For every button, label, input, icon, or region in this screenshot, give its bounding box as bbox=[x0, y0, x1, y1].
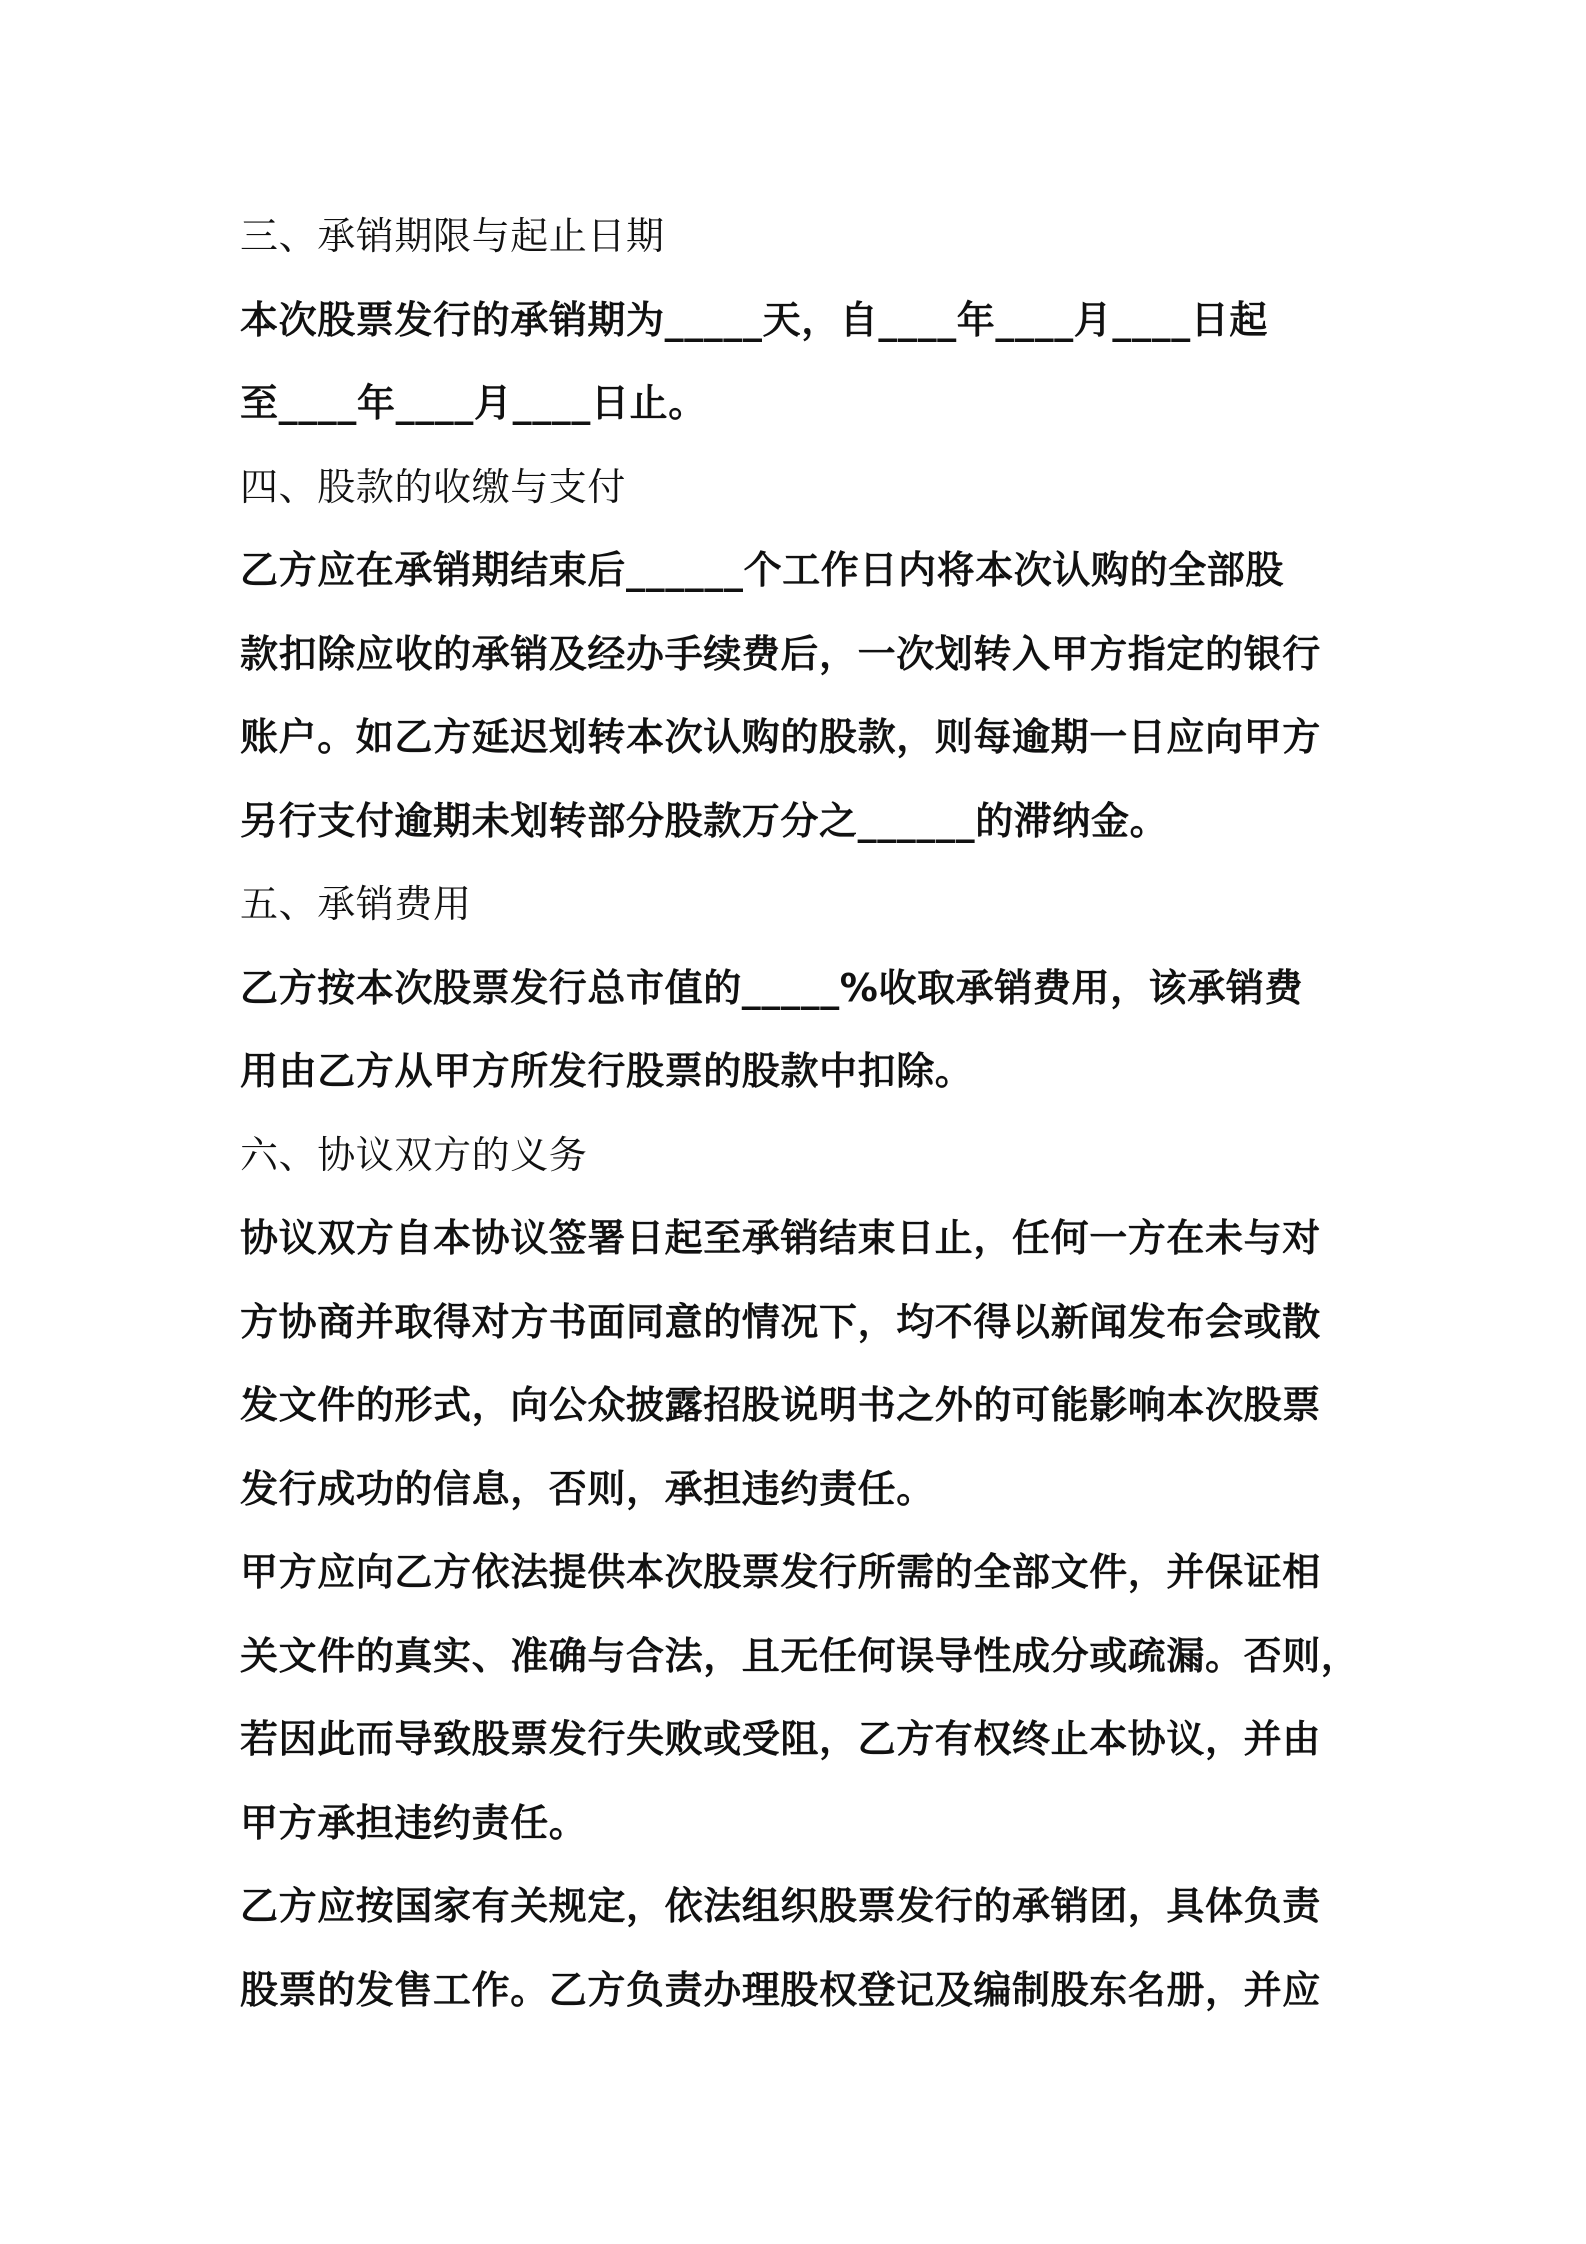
paragraph-line: 乙方应在承销期结束后______个工作日内将本次认购的全部股 bbox=[240, 548, 1285, 592]
paragraph-line: 发文件的形式，向公众披露招股说明书之外的可能影响本次股票 bbox=[240, 1383, 1321, 1427]
section-heading: 四、股款的收缴与支付 bbox=[240, 464, 627, 509]
paragraph-line: 另行支付逾期未划转部分股款万分之______的滞纳金。 bbox=[240, 798, 1169, 843]
paragraph-line: 账户。如乙方延迟划转本次认购的股款，则每逾期一日应向甲方 bbox=[240, 715, 1321, 759]
paragraph-line: 本次股票发行的承销期为_____天，自____年____月____日起 bbox=[240, 297, 1269, 342]
paragraph-line: 甲方应向乙方依法提供本次股票发行所需的全部文件，并保证相 bbox=[240, 1550, 1321, 1594]
paragraph-line: 甲方承担违约责任。 bbox=[240, 1800, 588, 1845]
paragraph-line: 股票的发售工作。乙方负责办理股权登记及编制股东名册，并应 bbox=[240, 1967, 1321, 2012]
paragraph-line: 协议双方自本协议签署日起至承销结束日止，任何一方在未与对 bbox=[240, 1216, 1321, 1260]
paragraph-line: 用由乙方从甲方所发行股票的股款中扣除。 bbox=[240, 1049, 974, 1093]
paragraph-line: 关文件的真实、准确与合法，且无任何误导性成分或疏漏。否则， bbox=[240, 1633, 1360, 1678]
paragraph-line: 若因此而导致股票发行失败或受阻，乙方有权终止本协议，并由 bbox=[240, 1717, 1321, 1761]
paragraph-line: 乙方按本次股票发行总市值的_____%收取承销费用，该承销费 bbox=[240, 965, 1304, 1010]
section-heading: 六、协议双方的义务 bbox=[240, 1132, 588, 1177]
paragraph-line: 发行成功的信息，否则，承担违约责任。 bbox=[240, 1466, 935, 1511]
section-heading: 三、承销期限与起止日期 bbox=[240, 214, 665, 258]
document-body bbox=[240, 195, 1360, 2032]
paragraph-line: 乙方应按国家有关规定，依法组织股票发行的承销团，具体负责 bbox=[240, 1884, 1321, 1928]
paragraph-line: 方协商并取得对方书面同意的情况下，均不得以新闻发布会或散 bbox=[240, 1299, 1321, 1344]
paragraph-line: 款扣除应收的承销及经办手续费后，一次划转入甲方指定的银行 bbox=[240, 631, 1321, 676]
section-heading: 五、承销费用 bbox=[240, 882, 472, 926]
paragraph-line: 至____年____月____日止。 bbox=[240, 381, 707, 425]
